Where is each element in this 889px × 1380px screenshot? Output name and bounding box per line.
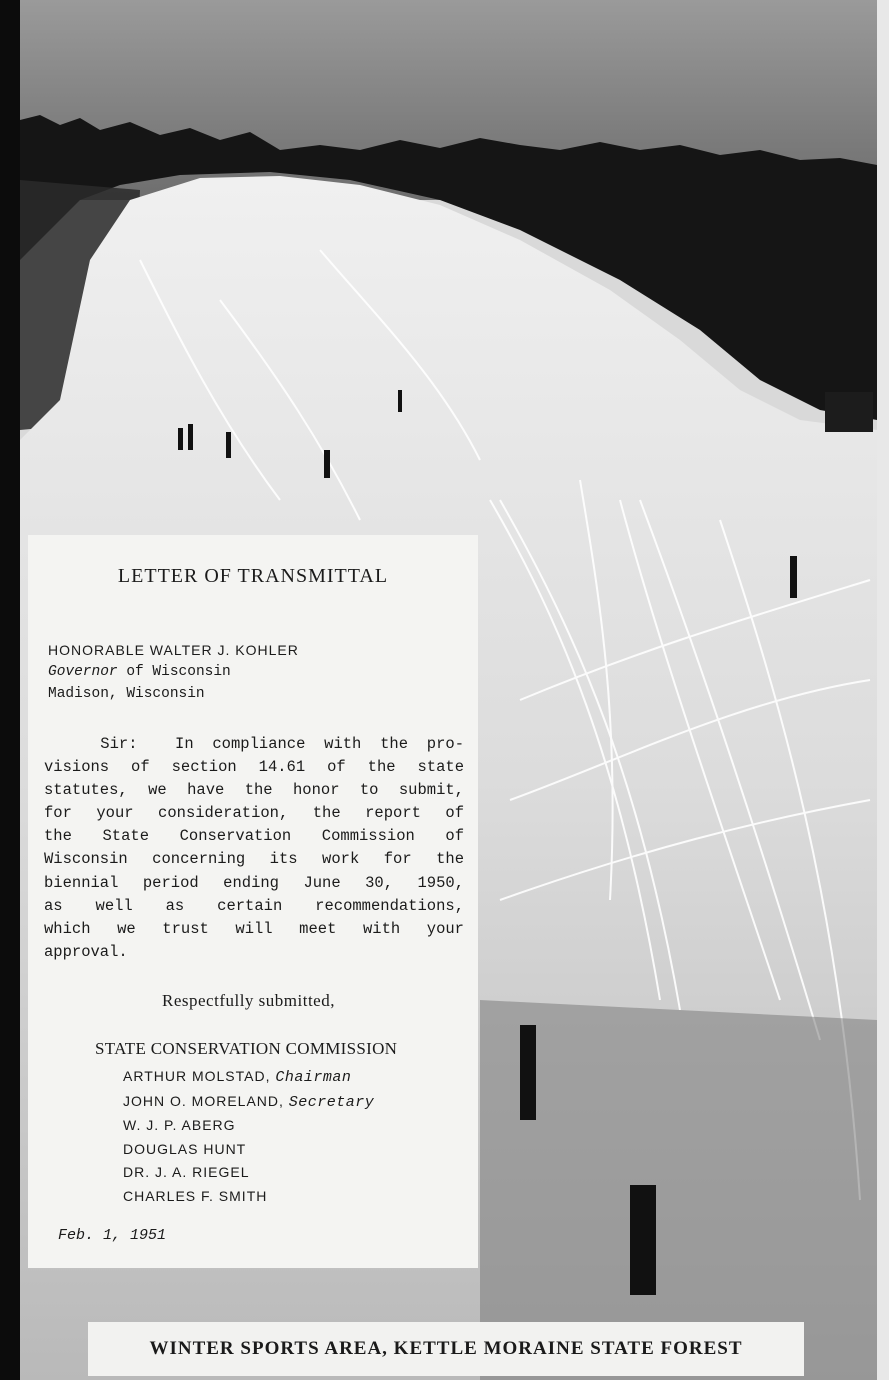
letter-title: LETTER OF TRANSMITTAL [117,565,389,587]
member-name: ARTHUR MOLSTAD, [123,1068,276,1084]
body-line: statutes, we have the honor to submit, [44,781,464,800]
commission-name: STATE CONSERVATION COMMISSION [95,1039,398,1058]
body-line: visions of section 14.61 of the state [44,758,464,777]
body-line: Wisconsin concerning its work for the [44,850,464,869]
member-list [123,1065,374,1209]
body-line: Sir: In compliance with the pro- [44,735,464,753]
body-line: as well as certain recommendations, [44,896,464,915]
letter-date: Feb. 1, 1951 [58,1227,167,1244]
member [123,1161,374,1185]
member-role: Chairman [275,1069,352,1086]
member [123,1090,374,1115]
addressee-city: Madison, Wisconsin [48,686,205,702]
addressee-title-italic: Governor [48,664,118,680]
addressee-block [48,639,299,705]
cabin [825,392,873,432]
member-name: DR. J. A. RIEGEL [123,1164,250,1181]
body-line: the State Conservation Commission of [44,827,464,846]
left-border [0,0,20,1380]
body-line: approval. [44,942,128,961]
member [123,1065,374,1090]
photo-caption: WINTER SPORTS AREA, KETTLE MORAINE STATE FOREST [88,1322,804,1376]
body-line: which we trust will meet with your [44,919,464,938]
member [123,1114,374,1138]
body-line: biennial period ending June 30, 1950, [44,873,464,892]
letter-of-transmittal [28,535,478,1268]
member-role: Secretary [288,1093,375,1111]
member-name: JOHN O. MORELAND, [123,1092,289,1109]
addressee-title-rest: of Wisconsin [117,664,231,680]
member-name: CHARLES F. SMITH [123,1187,268,1204]
member-name: DOUGLAS HUNT [123,1140,247,1157]
right-border [877,0,889,1380]
member [123,1138,374,1162]
letter-body [44,733,464,964]
member-name: W. J. P. ABERG [123,1117,236,1134]
body-line: for your consideration, the report of [44,804,464,823]
member [123,1185,374,1209]
closing: Respectfully submitted, [162,991,335,1010]
addressee-name: HONORABLE WALTER J. KOHLER [48,642,299,658]
addressee-title [48,661,299,683]
